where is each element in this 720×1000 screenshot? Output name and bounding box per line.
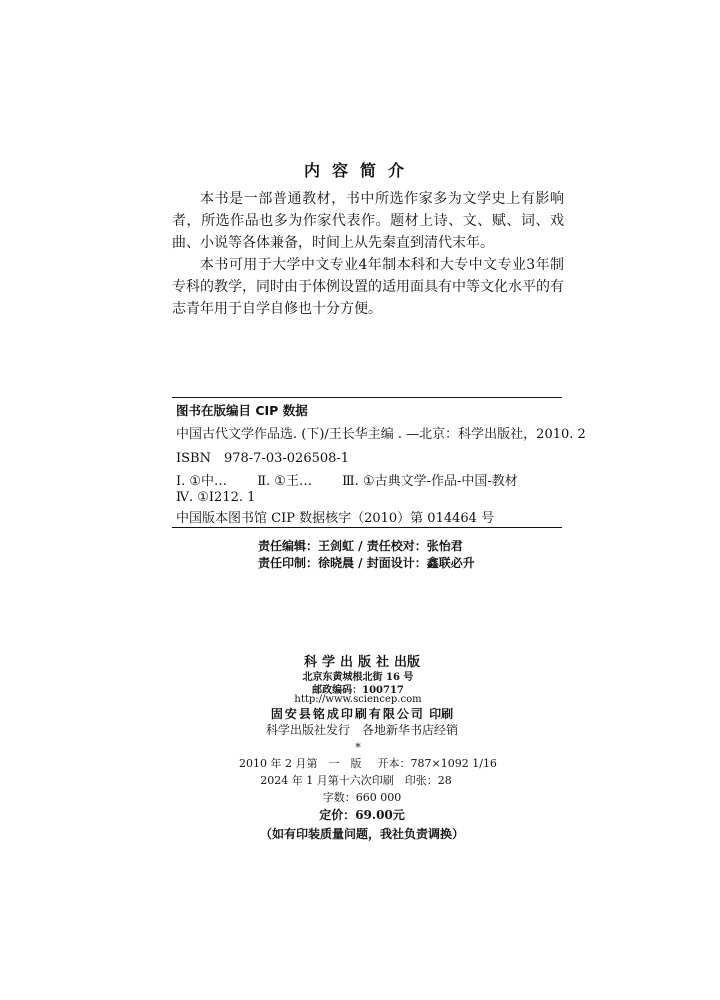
cip-isbn: ISBN 978-7-03-026508-1 [176,451,350,466]
cip-number: 中国版本图书馆 CIP 数据核字（2010）第 014464 号 [176,511,495,526]
publisher-postcode: 邮政编码：100717 [312,685,404,696]
cip-class-3: Ⅲ. ①古典文学-作品-中国-教材 [342,474,518,489]
separator-star: * [355,741,361,754]
price: 定价：69.00元 [319,808,405,822]
publisher-suffix: 出版 [394,655,421,670]
printer-suffix: 印刷 [429,707,454,721]
printing-line: 2024 年 1 月第十六次印刷 印张：28 [260,774,452,787]
printer-company: 固安县铭成印刷有限公司 [270,707,425,721]
editor-credits-1: 责任编辑：王剑虹 / 责任校对：张怡君 [258,539,463,553]
cip-heading: 图书在版编目 CIP 数据 [176,403,308,418]
format: 开本：787×1092 1/16 [377,757,497,770]
synopsis-paragraph-1: 本书是一部普通教材，书中所选作家多为文学史上有影响者，所选作品也多为作家代表作。题材上诗、文、赋、词、戏曲、小说等各体兼备，时间上从先秦直到清代末年。 [172,191,564,251]
publisher-address: 北京东黄城根北街 16 号 [302,672,414,683]
cip-class-2: Ⅱ. ①王… [257,474,312,489]
publisher-url: http://www.sciencep.com [294,694,422,705]
publisher-logo-text: 科学出版社 [303,655,394,670]
printer-name [2,705,720,722]
word-count: 字数：660 000 [322,791,402,804]
synopsis-paragraph-2: 本书可用于大学中文专业4年制本科和大专中文专业3年制专科的教学，同时由于体例设置的适用面具有中等文化水平的有志青年用于自学自修也十分方便。 [172,257,564,317]
editor-credits-2: 责任印制：徐晓晨 / 封面设计：鑫联必升 [258,556,475,570]
cip-class-1: Ⅰ. ①中… [176,474,228,489]
quality-note: （如有印装质量问题，我社负责调换） [259,827,464,841]
edition-line [8,755,720,771]
cip-class-4: Ⅳ. ①I212. 1 [176,490,256,505]
cip-top-rule [172,397,562,398]
edition: 2010 年 2 月第 一 版 [239,757,362,770]
cip-classification [176,470,562,489]
synopsis-title: 内容简介 [303,161,416,180]
distribution-line: 科学出版社发行 各地新华书店经销 [265,723,458,737]
cip-title-line: 中国古代文学作品选. (下)/王长华主编 . —北京：科学出版社，2010. 2 [176,427,586,442]
cip-bottom-rule [172,527,562,528]
